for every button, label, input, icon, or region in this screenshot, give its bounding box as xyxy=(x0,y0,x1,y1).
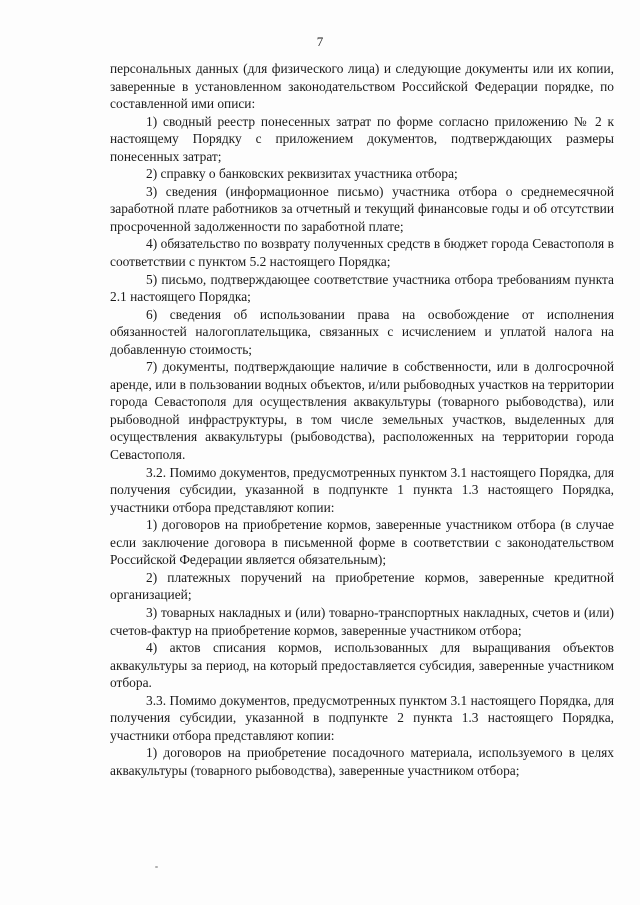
list-item-4: 4) обязательство по возврату полученных средств в бюджет города Севастополя в соответствии с пунктом 5.2 настоящего Порядка; xyxy=(110,236,614,270)
list-item-3: 3) сведения (информационное письмо) участника отбора о среднемесячной заработной плате работников за отчетный и текущий финансовые годы и об отсутствии просроченной задолженности по заработной плате; xyxy=(110,183,614,234)
section-3-2: 3.2. Помимо документов, предусмотренных пунктом 3.1 настоящего Порядка, для получения субсидии, указанной в подпункте 1 пункта 1.3 настоящего Порядка, участники отбора представляют копии: xyxy=(110,464,614,515)
page-number: 7 xyxy=(316,34,324,49)
scan-artifact xyxy=(155,866,158,868)
section-3-2-item-1: 1) договоров на приобретение кормов, заверенные участником отбора (в случае если заключение договора в письменной форме в соответствии с законодательством Российской Федерации является обязательным); xyxy=(110,517,614,568)
section-3-3-item-1: 1) договоров на приобретение посадочного материала, используемого в целях аквакультуры (товарного рыбоводства), заверенные участником отбора; xyxy=(110,745,614,778)
list-item-1: 1) сводный реестр понесенных затрат по форме согласно приложению № 2 к настоящему Порядку с приложением документов, подтверждающих размеры понесенных затрат; xyxy=(110,113,614,164)
section-3-2-item-2: 2) платежных поручений на приобретение кормов, заверенные кредитной организацией; xyxy=(110,569,614,603)
list-item-7: 7) документы, подтверждающие наличие в собственности, или в долгосрочной аренде, или в пользовании водных объектов, и/или рыбоводных участков на территории города Севастополя для осуществления аквакультуры (товарного рыбоводства), или рыбоводной инфраструктуры, в том числе земельных участков, выделенных для осуществления аквакультуры (рыбоводства), расположенных на территории города Севастополя. xyxy=(110,359,614,463)
list-item-6: 6) сведения об использовании права на освобождение от исполнения обязанностей налогоплательщика, связанных с исчислением и уплатой налога на добавленную стоимость; xyxy=(110,306,614,357)
section-3-3: 3.3. Помимо документов, предусмотренных пунктом 3.1 настоящего Порядка, для получения субсидии, указанной в подпункте 2 пункта 1.3 настоящего Порядка, участники отбора представляют копии: xyxy=(110,692,614,743)
document-body xyxy=(110,60,614,779)
paragraph-intro-continuation: персональных данных (для физического лица) и следующие документы или их копии, заверенные в установленном законодательством Российской Федерации порядке, по составленной ими описи: xyxy=(110,61,614,112)
list-item-2: 2) справку о банковских реквизитах участника отбора; xyxy=(146,166,458,182)
section-3-2-item-3: 3) товарных накладных и (или) товарно-транспортных накладных, счетов и (или) счетов-фактур на приобретение кормов, заверенные участником отбора; xyxy=(110,604,614,638)
list-item-5: 5) письмо, подтверждающее соответствие участника отбора требованиям пункта 2.1 настоящего Порядка; xyxy=(110,271,614,305)
section-3-2-item-4: 4) актов списания кормов, использованных для выращивания объектов аквакультуры за период, на который предоставляется субсидия, заверенные участником отбора. xyxy=(110,640,614,691)
